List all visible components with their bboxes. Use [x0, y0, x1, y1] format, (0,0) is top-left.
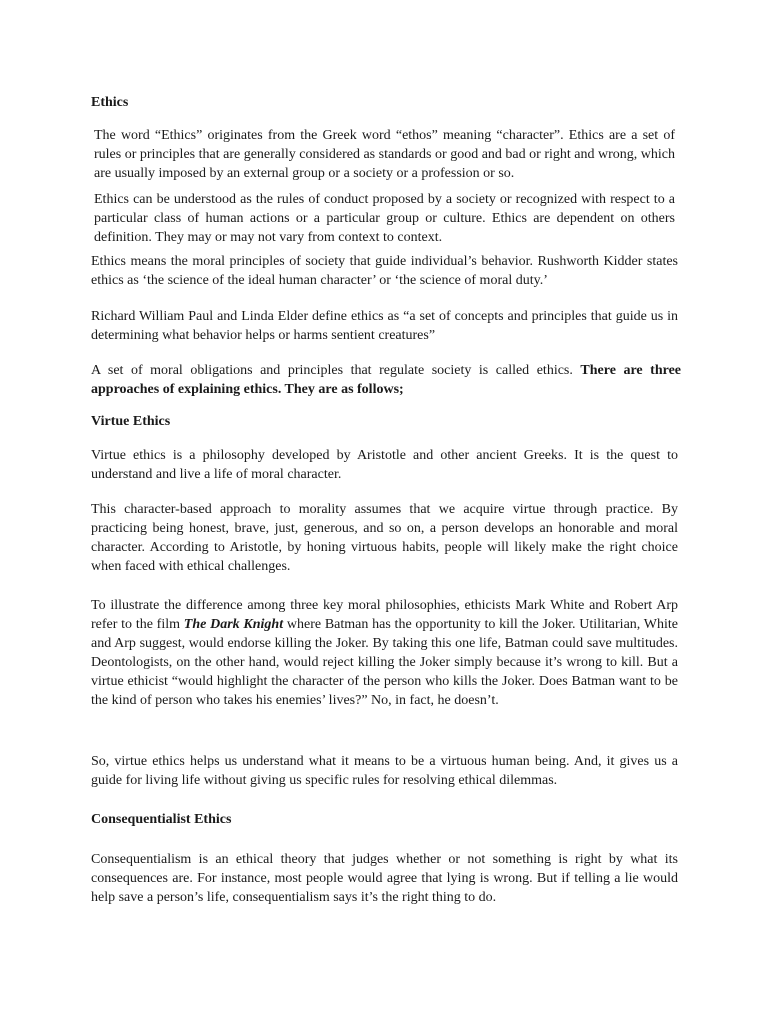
film-title: The Dark Knight — [183, 617, 284, 632]
three-approaches-bold-text: There are three approaches of explaining ethics. They are as follows; — [91, 363, 681, 397]
heading-ethics: Ethics — [91, 95, 129, 110]
paragraph-consequentialism-intro: Consequentialism is an ethical theory that judges whether or not something is right by what its consequences are. For instance, most people would agree that lying is wrong. But if telling a lie would help save a person’s life, consequentialism says it’s the right thing to do. — [91, 852, 678, 905]
dark-knight-text-after: where Batman has the opportunity to kill the Joker. Utilitarian, White and Arp suggest, would endorse killing the Joker. By taking this one life, Batman could save multitudes. Deontologists, on the other hand, would reject killing the Joker simply because it’s wrong to kill. But a virtue ethicist “would highlight the character of the person who kills the Joker. Does Batman want to be the kind of person who takes his enemies’ lives?” No, in fact, he doesn’t. — [91, 617, 678, 708]
paragraph-rules-of-conduct: Ethics can be understood as the rules of conduct proposed by a society or recognized with respect to a particular class of human actions or a particular group or culture. Ethics are dependent on others definition. They may or may not vary from context to context. — [94, 192, 675, 245]
paragraph-moral-principles: Ethics means the moral principles of society that guide individual’s behavior. Rushworth Kidder states ethics as ‘the science of the ideal human character’ or ‘the science of moral duty.’ — [91, 254, 678, 288]
paragraph-virtue-ethics-intro: Virtue ethics is a philosophy developed by Aristotle and other ancient Greeks. It is the quest to understand and live a life of moral character. — [91, 448, 678, 482]
three-approaches-text: A set of moral obligations and principles that regulate society is called ethics. — [91, 363, 573, 378]
heading-virtue-ethics: Virtue Ethics — [91, 414, 171, 429]
paragraph-three-approaches — [91, 361, 681, 399]
paragraph-dark-knight-example — [91, 596, 678, 710]
dark-knight-text-before: To illustrate the difference among three key moral philosophies, ethicists Mark White and Robert Arp refer to the film — [91, 598, 678, 632]
heading-consequentialist-ethics: Consequentialist Ethics — [91, 812, 232, 827]
paragraph-paul-elder-definition: Richard William Paul and Linda Elder define ethics as “a set of concepts and principles that guide us in determining what behavior helps or harms sentient creatures” — [91, 309, 678, 343]
paragraph-character-based-approach: This character-based approach to morality assumes that we acquire virtue through practice. By practicing being honest, brave, just, generous, and so on, a person develops an honorable and moral character. According to Aristotle, by honing virtuous habits, people will likely make the right choice when faced with ethical challenges. — [91, 502, 678, 574]
paragraph-ethos-origin: The word “Ethics” originates from the Greek word “ethos” meaning “character”. Ethics are a set of rules or principles that are generally considered as standards or good and bad or right and wrong, which are usually imposed by an external group or a society or a profession or so. — [94, 128, 675, 181]
paragraph-virtue-ethics-summary: So, virtue ethics helps us understand what it means to be a virtuous human being. And, it gives us a guide for living life without giving us specific rules for resolving ethical dilemmas. — [91, 754, 678, 788]
